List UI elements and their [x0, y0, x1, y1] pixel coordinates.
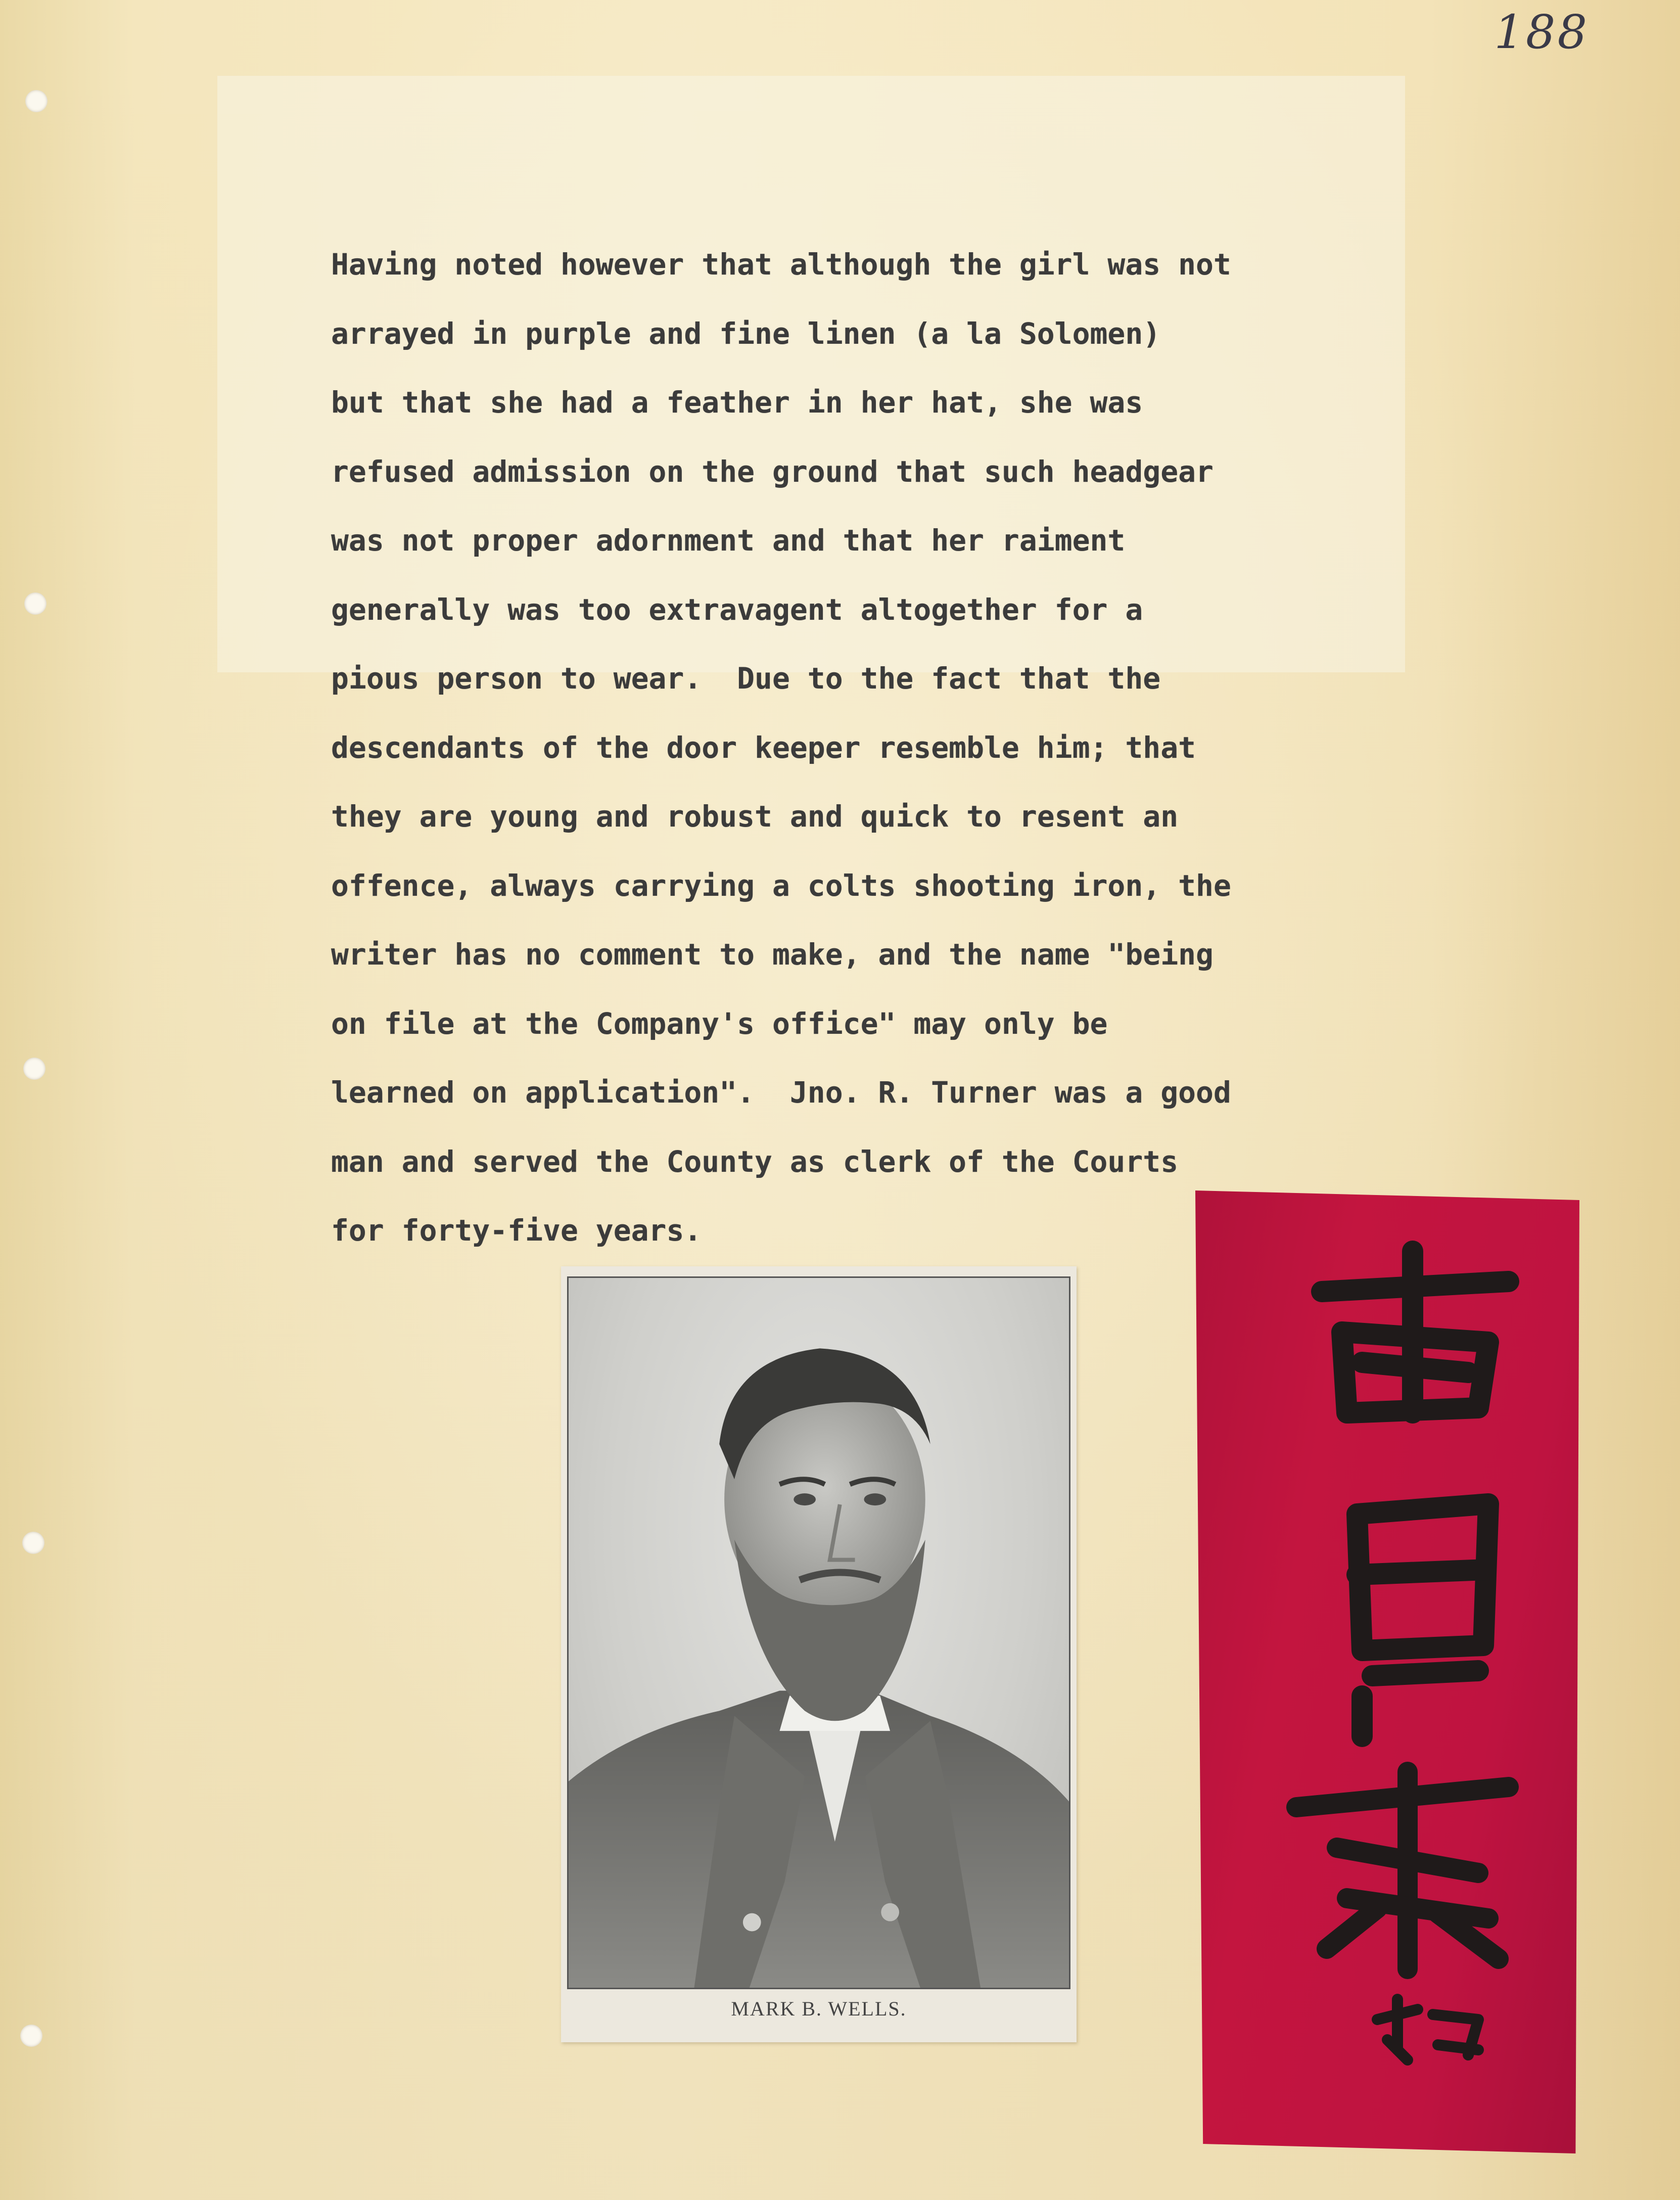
- text-line: Having noted however that although the girl was not: [331, 247, 1231, 282]
- text-line: arrayed in purple and fine linen (a la Solomen): [331, 316, 1161, 351]
- text-line: for forty-five years.: [331, 1213, 702, 1248]
- text-line: was not proper adornment and that her raiment: [331, 523, 1126, 558]
- text-line: refused admission on the ground that such headgear: [331, 454, 1214, 489]
- text-line: generally was too extravagent altogether for a: [331, 592, 1143, 627]
- text-line: writer has no comment to make, and the name "being: [331, 937, 1214, 972]
- punch-hole: [20, 2025, 42, 2047]
- punch-hole: [22, 1532, 44, 1554]
- text-line: offence, always carrying a colts shooting iron, the: [331, 868, 1231, 903]
- page-number: 188: [1494, 5, 1589, 59]
- portrait-image: [569, 1278, 1069, 1988]
- text-line: man and served the County as clerk of the Courts: [331, 1144, 1179, 1179]
- text-line: learned on application". Jno. R. Turner was a good: [331, 1075, 1231, 1110]
- punch-hole: [25, 90, 48, 112]
- typed-text-block: [331, 230, 1392, 1265]
- red-paper-strip: [1195, 1190, 1579, 2153]
- photo-clipping: [561, 1266, 1077, 2042]
- punch-hole: [24, 592, 46, 615]
- photo-caption: MARK B. WELLS.: [731, 1997, 907, 2020]
- text-line: they are young and robust and quick to resent an: [331, 799, 1179, 834]
- text-line: pious person to wear. Due to the fact that the: [331, 661, 1161, 696]
- calligraphy-image: [1195, 1190, 1579, 2153]
- punch-hole: [23, 1058, 45, 1080]
- portrait-photo: [567, 1276, 1070, 1989]
- text-line: but that she had a feather in her hat, she was: [331, 385, 1143, 420]
- text-line: on file at the Company's office" may only be: [331, 1006, 1108, 1041]
- text-line: descendants of the door keeper resemble him; that: [331, 730, 1196, 765]
